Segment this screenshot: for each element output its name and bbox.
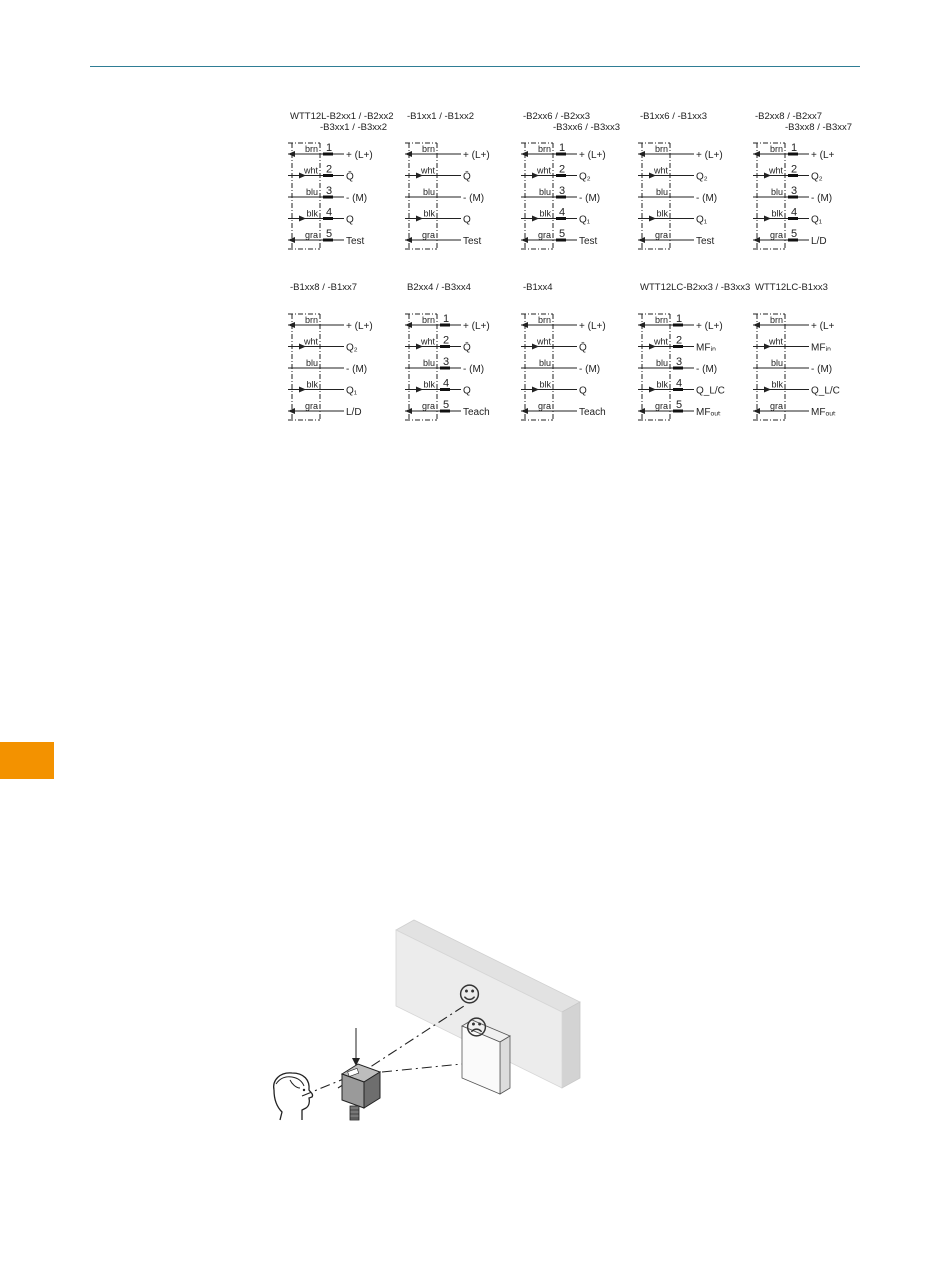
wire-color-label: blk bbox=[539, 379, 551, 390]
signal-label: + (L+) bbox=[696, 321, 723, 332]
pin-number: 3 bbox=[676, 356, 683, 368]
wiring-schematic bbox=[521, 308, 637, 426]
wiring-diagram bbox=[405, 282, 521, 432]
wiring-diagram-title bbox=[407, 282, 471, 293]
wiring-diagram-title bbox=[640, 111, 707, 122]
wire-blk bbox=[638, 378, 725, 397]
wire-color-label: gra bbox=[421, 401, 435, 411]
signal-label: MFₒᵤₜ bbox=[811, 407, 836, 418]
pin-number: 5 bbox=[791, 228, 798, 240]
wire-color-label: wht bbox=[420, 336, 435, 347]
wire-color-label: wht bbox=[768, 336, 783, 347]
wiring-diagram bbox=[638, 111, 754, 261]
arrow-right-icon bbox=[532, 387, 539, 393]
signal-label: Q₁ bbox=[579, 214, 591, 226]
wire-color-label: blu bbox=[305, 187, 318, 197]
wire-brn bbox=[405, 313, 490, 332]
wire-brn bbox=[753, 142, 835, 161]
wire-blu bbox=[288, 358, 367, 375]
pin-number: 2 bbox=[559, 163, 566, 176]
wire-blk bbox=[753, 380, 840, 397]
wire-blk bbox=[638, 209, 708, 226]
wire-wht bbox=[288, 337, 358, 354]
pin-number: 4 bbox=[791, 206, 798, 219]
title-line: -B2xx8 / -B2xx7 bbox=[755, 111, 823, 122]
wire-blu bbox=[753, 358, 832, 375]
wire-color-label: blu bbox=[655, 187, 668, 197]
signal-label: - (M) bbox=[463, 193, 485, 204]
signal-label: Q₁ bbox=[811, 214, 823, 226]
signal-label: Q₂ bbox=[811, 171, 823, 183]
wiring-schematic bbox=[638, 137, 754, 255]
wire-color-label: blu bbox=[422, 358, 435, 368]
arrow-right-icon bbox=[764, 216, 771, 222]
wire-color-label: wht bbox=[768, 165, 783, 176]
wiring-diagram bbox=[638, 282, 754, 432]
wiring-schematic bbox=[405, 308, 521, 426]
wiring-diagram bbox=[288, 282, 404, 432]
wire-color-label: blk bbox=[423, 379, 435, 390]
signal-label: Q̄ bbox=[463, 342, 471, 354]
pin-number: 2 bbox=[791, 163, 798, 176]
wire-blk bbox=[405, 209, 471, 226]
title-line: -B3xx6 / -B3xx3 bbox=[553, 122, 621, 133]
wire-blk bbox=[288, 380, 358, 397]
signal-label: - (M) bbox=[346, 193, 368, 204]
wire-color-label: blu bbox=[770, 187, 783, 197]
wire-color-label: blu bbox=[538, 187, 551, 197]
wire-color-label: wht bbox=[536, 165, 551, 176]
signal-label: Q₂ bbox=[579, 171, 591, 183]
wire-color-label: blu bbox=[305, 358, 318, 368]
signal-label: Q₁ bbox=[346, 385, 358, 397]
wire-gra bbox=[288, 401, 362, 418]
wiring-schematic bbox=[753, 137, 869, 255]
wire-color-label: wht bbox=[653, 336, 668, 347]
signal-label: MFₒᵤₜ bbox=[696, 407, 721, 418]
signal-label: Q̄ bbox=[346, 171, 354, 183]
signal-label: - (M) bbox=[811, 193, 833, 204]
wire-wht bbox=[638, 335, 716, 354]
wire-color-label: blk bbox=[771, 208, 783, 219]
wiring-diagram-title bbox=[755, 282, 828, 293]
wire-gra bbox=[521, 228, 598, 247]
wiring-diagram-title bbox=[290, 282, 357, 293]
head-icon bbox=[274, 1073, 313, 1120]
wire-color-label: gra bbox=[769, 401, 783, 411]
wire-gra bbox=[405, 399, 490, 418]
arrow-right-icon bbox=[764, 387, 771, 393]
signal-label: - (M) bbox=[463, 364, 485, 375]
wiring-schematic bbox=[288, 137, 404, 255]
title-line: WTT12LC-B1xx3 bbox=[755, 282, 828, 293]
signal-label: + (L+) bbox=[579, 150, 606, 161]
signal-label: Teach bbox=[579, 407, 606, 418]
wire-color-label: wht bbox=[303, 336, 318, 347]
signal-label: Q₂ bbox=[346, 342, 358, 354]
signal-label: - (M) bbox=[579, 193, 601, 204]
wire-brn bbox=[753, 315, 835, 332]
wire-color-label: gra bbox=[654, 401, 668, 411]
wire-blu bbox=[405, 356, 484, 375]
wire-blk bbox=[753, 207, 823, 226]
wire-blk bbox=[521, 207, 591, 226]
wiring-diagram bbox=[405, 111, 521, 261]
pin-number: 5 bbox=[326, 228, 333, 240]
pin-number: 3 bbox=[443, 356, 450, 368]
wire-color-label: blk bbox=[771, 379, 783, 390]
wire-brn bbox=[405, 144, 490, 161]
signal-label: Q₁ bbox=[696, 214, 708, 226]
title-line: -B1xx1 / -B1xx2 bbox=[407, 111, 475, 122]
pin-number: 4 bbox=[326, 206, 333, 219]
wire-wht bbox=[753, 164, 823, 183]
signal-label: + (L+) bbox=[696, 150, 723, 161]
happy-face-icon: ☺ bbox=[458, 983, 481, 1008]
wire-color-label: wht bbox=[536, 336, 551, 347]
signal-label: Q bbox=[579, 385, 587, 397]
wire-color-label: blk bbox=[656, 208, 668, 219]
arrow-right-icon bbox=[649, 387, 656, 393]
wire-color-label: brn bbox=[304, 315, 318, 325]
sad-face-icon: ☹ bbox=[465, 1016, 488, 1041]
wire-color-label: brn bbox=[654, 144, 668, 154]
pin-number: 1 bbox=[559, 142, 566, 154]
arrow-right-icon bbox=[299, 387, 306, 393]
pin-number: 4 bbox=[559, 206, 566, 219]
signal-label: + (L+) bbox=[346, 321, 373, 332]
pin-number: 1 bbox=[443, 313, 450, 325]
signal-label: + (L+) bbox=[346, 150, 373, 161]
wire-blk bbox=[405, 378, 471, 397]
wiring-diagram bbox=[288, 111, 404, 261]
signal-label: + (L+) bbox=[463, 150, 490, 161]
wire-color-label: brn bbox=[537, 144, 551, 154]
signal-label: - (M) bbox=[346, 364, 368, 375]
pin-number: 5 bbox=[559, 228, 566, 240]
signal-label: + (L+) bbox=[579, 321, 606, 332]
wire-gra bbox=[288, 228, 365, 247]
wiring-diagram bbox=[521, 282, 637, 432]
wire-gra bbox=[753, 401, 836, 418]
signal-label: Q̄ bbox=[579, 342, 587, 354]
title-line: -B1xx8 / -B1xx7 bbox=[290, 282, 358, 293]
wire-gra bbox=[638, 230, 715, 247]
signal-label: Q_L/C bbox=[696, 385, 725, 397]
header-rule bbox=[90, 66, 860, 67]
wire-blu bbox=[521, 185, 600, 204]
signal-label: Q̄ bbox=[463, 171, 471, 183]
wire-blu bbox=[405, 187, 484, 204]
wire-color-label: blu bbox=[770, 358, 783, 368]
wire-color-label: brn bbox=[654, 315, 668, 325]
wire-brn bbox=[521, 142, 606, 161]
wire-color-label: blk bbox=[656, 379, 668, 390]
signal-label: Q bbox=[463, 214, 471, 226]
wire-color-label: gra bbox=[304, 230, 318, 240]
wire-color-label: brn bbox=[421, 144, 435, 154]
wire-color-label: wht bbox=[653, 165, 668, 176]
wiring-diagram-title bbox=[407, 111, 474, 122]
wiring-diagram-title bbox=[755, 111, 852, 133]
wire-blu bbox=[638, 356, 717, 375]
pin-number: 1 bbox=[791, 142, 798, 154]
signal-label: Test bbox=[696, 236, 715, 247]
pin-number: 2 bbox=[676, 334, 683, 347]
signal-label: Test bbox=[579, 236, 598, 247]
signal-label: Teach bbox=[463, 407, 490, 418]
arrow-right-icon bbox=[649, 216, 656, 222]
arrow-right-icon bbox=[532, 216, 539, 222]
pin-number: 5 bbox=[676, 399, 683, 411]
signal-label: L/D bbox=[346, 407, 362, 418]
wire-color-label: gra bbox=[537, 230, 551, 240]
wire-wht bbox=[638, 166, 708, 183]
wire-gra bbox=[638, 399, 721, 418]
signal-label: Q bbox=[463, 385, 471, 397]
wiring-schematic bbox=[638, 308, 754, 426]
pin-number: 1 bbox=[326, 142, 333, 154]
title-line: -B3xx8 / -B3xx7 bbox=[785, 122, 853, 133]
signal-label: - (M) bbox=[696, 364, 718, 375]
wiring-diagram bbox=[753, 111, 869, 261]
wire-brn bbox=[288, 142, 373, 161]
wire-brn bbox=[638, 313, 723, 332]
wire-color-label: brn bbox=[304, 144, 318, 154]
wiring-diagram bbox=[753, 282, 869, 432]
signal-label: MFᵢₙ bbox=[811, 342, 831, 354]
wire-blk bbox=[288, 207, 354, 226]
wire-color-label: gra bbox=[304, 401, 318, 411]
wire-color-label: brn bbox=[421, 315, 435, 325]
pin-number: 3 bbox=[559, 185, 566, 197]
signal-label: Q₂ bbox=[696, 171, 708, 183]
title-line: WTT12L-B2xx1 / -B2xx2 bbox=[290, 111, 394, 122]
signal-label: Test bbox=[463, 236, 482, 247]
wire-brn bbox=[521, 315, 606, 332]
pin-number: 5 bbox=[443, 399, 450, 411]
title-line: B2xx4 / -B3xx4 bbox=[407, 282, 471, 293]
wire-blu bbox=[288, 185, 367, 204]
pin-number: 3 bbox=[326, 185, 333, 197]
wire-blk bbox=[521, 380, 587, 397]
wire-gra bbox=[405, 230, 482, 247]
wire-blu bbox=[753, 185, 832, 204]
wire-wht bbox=[521, 164, 591, 183]
wire-color-label: brn bbox=[537, 315, 551, 325]
wire-color-label: wht bbox=[303, 165, 318, 176]
signal-label: Q_L/C bbox=[811, 385, 840, 397]
wiring-diagram-title bbox=[523, 111, 620, 133]
wire-color-label: blu bbox=[422, 187, 435, 197]
wiring-diagram-title bbox=[290, 111, 393, 133]
signal-label: + (L+ bbox=[811, 150, 835, 161]
wire-color-label: blk bbox=[306, 208, 318, 219]
signal-label: - (M) bbox=[579, 364, 601, 375]
wire-wht bbox=[521, 337, 587, 354]
arrow-right-icon bbox=[299, 216, 306, 222]
signal-label: Test bbox=[346, 236, 365, 247]
wire-brn bbox=[288, 315, 373, 332]
wire-blu bbox=[521, 358, 600, 375]
wire-color-label: gra bbox=[421, 230, 435, 240]
wire-color-label: blk bbox=[539, 208, 551, 219]
pin-number: 3 bbox=[791, 185, 798, 197]
pin-number: 2 bbox=[443, 334, 450, 347]
pin-number: 2 bbox=[326, 163, 333, 176]
signal-label: L/D bbox=[811, 236, 827, 247]
wire-wht bbox=[405, 166, 471, 183]
signal-label: + (L+ bbox=[811, 321, 835, 332]
wiring-schematic bbox=[288, 308, 404, 426]
wiring-schematic bbox=[405, 137, 521, 255]
pin-number: 4 bbox=[443, 377, 450, 390]
signal-label: - (M) bbox=[696, 193, 718, 204]
signal-label: Q bbox=[346, 214, 354, 226]
wiring-schematic bbox=[753, 308, 869, 426]
wire-wht bbox=[405, 335, 471, 354]
title-line: -B3xx1 / -B3xx2 bbox=[320, 122, 388, 133]
wire-color-label: blu bbox=[538, 358, 551, 368]
title-line: -B1xx6 / -B1xx3 bbox=[640, 111, 708, 122]
wire-color-label: gra bbox=[537, 401, 551, 411]
sensor-application-illustration bbox=[262, 918, 592, 1128]
wire-color-label: wht bbox=[420, 165, 435, 176]
pin-number: 4 bbox=[676, 377, 683, 390]
wire-color-label: blu bbox=[655, 358, 668, 368]
wire-wht bbox=[288, 164, 354, 183]
wire-gra bbox=[521, 401, 606, 418]
wire-color-label: gra bbox=[654, 230, 668, 240]
wire-wht bbox=[753, 337, 831, 354]
signal-label: + (L+) bbox=[463, 321, 490, 332]
wiring-diagram-title bbox=[523, 282, 553, 293]
arrow-right-icon bbox=[416, 387, 423, 393]
title-line: WTT12LC-B2xx3 / -B3xx3 bbox=[640, 282, 751, 293]
wire-color-label: blk bbox=[306, 379, 318, 390]
wiring-diagram-title bbox=[640, 282, 750, 293]
title-line: -B2xx6 / -B2xx3 bbox=[523, 111, 591, 122]
chapter-tab bbox=[0, 742, 54, 779]
wire-blu bbox=[638, 187, 717, 204]
signal-label: - (M) bbox=[811, 364, 833, 375]
wiring-schematic bbox=[521, 137, 637, 255]
signal-label: MFᵢₙ bbox=[696, 342, 716, 354]
title-line: -B1xx4 bbox=[523, 282, 553, 293]
wire-color-label: brn bbox=[769, 315, 783, 325]
pin-number: 1 bbox=[676, 313, 683, 325]
wiring-diagram bbox=[521, 111, 637, 261]
wire-color-label: gra bbox=[769, 230, 783, 240]
wire-gra bbox=[753, 228, 827, 247]
wire-brn bbox=[638, 144, 723, 161]
arrow-right-icon bbox=[416, 216, 423, 222]
sensor-icon bbox=[342, 1064, 380, 1120]
wire-color-label: brn bbox=[769, 144, 783, 154]
wire-color-label: blk bbox=[423, 208, 435, 219]
